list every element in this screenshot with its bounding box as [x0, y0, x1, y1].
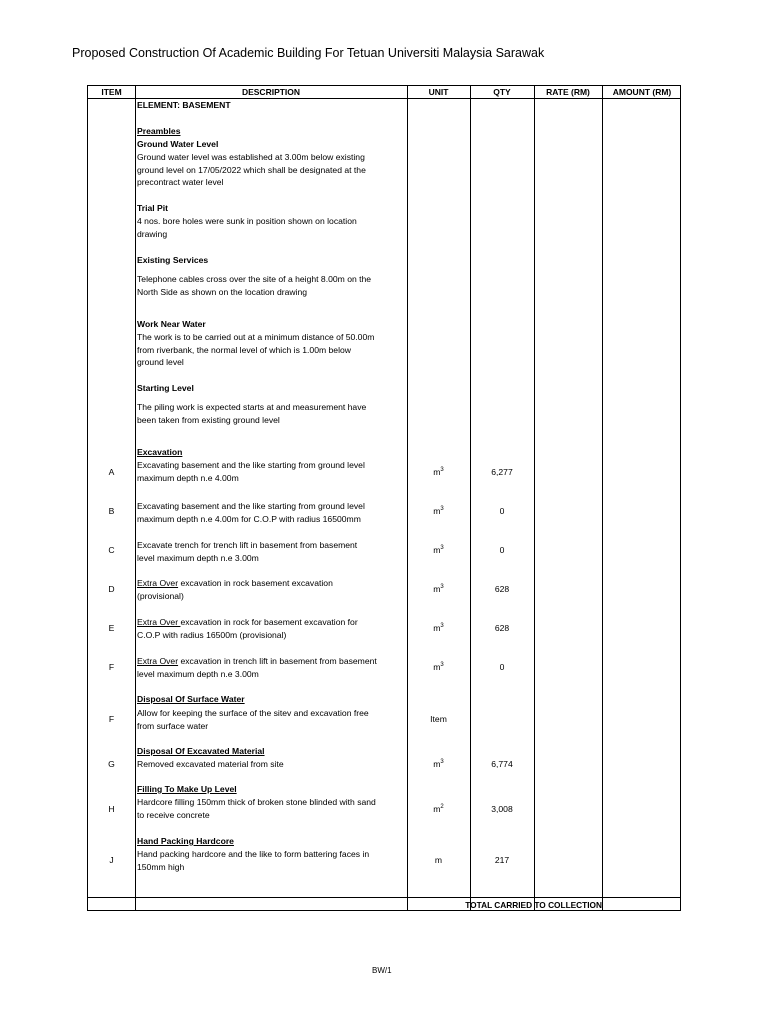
unit-text: m — [433, 623, 441, 633]
extra-over-label: Extra Over — [137, 617, 181, 627]
item-quantity: 628 — [494, 623, 510, 633]
bill-table — [87, 85, 681, 911]
header-qty: QTY — [493, 87, 511, 97]
page-title: Proposed Construction Of Academic Building For Tetuan Universiti Malaysia Sarawak — [72, 46, 545, 60]
item-unit — [407, 583, 470, 596]
item-description — [137, 848, 407, 874]
description-line: from surface water — [137, 720, 209, 731]
item-code: B — [108, 506, 115, 516]
preamble-line: 4 nos. bore holes were sunk in position shown on location — [137, 215, 357, 226]
item-quantity: 628 — [494, 584, 510, 594]
item-description — [137, 796, 407, 822]
description-line: Hand packing hardcore and the like to form battering faces in — [137, 849, 370, 859]
preamble-line: been taken from existing ground level — [137, 414, 280, 425]
unit-text: m — [433, 804, 441, 814]
description-text: excavation in rock basement excavation — [178, 578, 333, 588]
unit-text: m — [433, 584, 441, 594]
description-line — [137, 616, 407, 629]
item-description — [137, 539, 407, 565]
section-heading: Hand Packing Hardcore — [137, 836, 234, 846]
description-line: maximum depth n.e 4.00m — [137, 472, 239, 483]
item-code: F — [108, 714, 115, 724]
item-unit — [407, 661, 470, 674]
header-description: DESCRIPTION — [241, 87, 301, 97]
preamble-starting-level — [137, 401, 407, 427]
unit-text: m — [433, 506, 441, 516]
description-line: level maximum depth n.e 3.00m — [137, 668, 259, 679]
item-unit — [407, 544, 470, 557]
unit-superscript: 3 — [440, 759, 444, 765]
description-line: C.O.P with radius 16500m (provisional) — [137, 629, 287, 640]
element-heading: ELEMENT: BASEMENT — [137, 100, 231, 110]
item-code: J — [109, 855, 114, 865]
preamble-existing-services — [137, 273, 407, 299]
preamble-ground-water — [137, 138, 407, 189]
description-line: Excavate trench for trench lift in basement from basement — [137, 540, 358, 550]
item-code: D — [108, 584, 115, 594]
item-quantity: 217 — [494, 855, 510, 865]
body-bottom-divider — [88, 897, 680, 898]
item-unit — [407, 466, 470, 479]
extra-over-label: Extra Over — [137, 656, 179, 666]
section-heading: Disposal Of Surface Water — [137, 694, 245, 704]
item-quantity: 0 — [499, 662, 505, 672]
item-code: F — [108, 662, 115, 672]
item-code: G — [108, 759, 115, 769]
preamble-line: Ground water level was established at 3.00m below existing — [137, 151, 365, 162]
description-line: Excavating basement and the like starting from ground level — [137, 501, 365, 511]
item-description — [137, 616, 407, 642]
description-text: excavation in rock for basement excavation for — [180, 617, 358, 627]
item-quantity: 6,774 — [491, 759, 513, 769]
column-divider — [470, 86, 471, 910]
column-divider — [602, 897, 603, 910]
item-description — [137, 655, 407, 681]
description-line: to receive concrete — [137, 809, 210, 820]
column-divider — [407, 86, 408, 910]
item-code: A — [108, 467, 115, 477]
preamble-line: The piling work is expected starts at and measurement have — [137, 402, 367, 412]
preamble-line: North Side as shown on the location drawing — [137, 286, 308, 297]
unit-superscript: 3 — [440, 623, 444, 629]
preamble-work-near-water — [137, 318, 407, 369]
unit-text: m — [433, 662, 441, 672]
description-line: level maximum depth n.e 3.00m — [137, 552, 259, 563]
item-code: E — [108, 623, 115, 633]
header-amount: AMOUNT (RM) — [612, 87, 672, 97]
item-unit: Item — [430, 714, 447, 724]
item-quantity: 6,277 — [491, 467, 513, 477]
preamble-title: Trial Pit — [137, 203, 169, 213]
preamble-title: Work Near Water — [137, 319, 206, 329]
unit-superscript: 2 — [440, 804, 444, 810]
unit-superscript: 3 — [440, 662, 444, 668]
total-carried-label: TOTAL CARRIED TO COLLECTION — [465, 900, 602, 910]
item-unit — [407, 758, 470, 771]
unit-text: m — [433, 545, 441, 555]
preamble-trial-pit — [137, 202, 407, 240]
section-heading: Filling To Make Up Level — [137, 784, 237, 794]
preamble-line: ground level — [137, 357, 184, 368]
preambles-heading: Preambles — [137, 126, 181, 136]
extra-over-label: Extra Over — [137, 578, 179, 588]
item-quantity: 3,008 — [491, 804, 513, 814]
preamble-line: The work is to be carried out at a minimum distance of 50.00m — [137, 331, 375, 342]
header-unit: UNIT — [428, 87, 449, 97]
item-unit — [407, 505, 470, 518]
item-description — [137, 577, 407, 603]
column-divider — [602, 86, 603, 910]
unit-superscript: 3 — [440, 467, 444, 473]
preamble-line: precontract water level — [137, 177, 224, 188]
item-unit: m — [434, 855, 443, 865]
item-code: H — [108, 804, 115, 814]
item-description — [137, 459, 407, 485]
column-divider — [135, 86, 136, 910]
header-rate: RATE (RM) — [546, 87, 590, 97]
excavation-heading: Excavation — [137, 447, 183, 457]
section-heading: Disposal Of Excavated Material — [137, 746, 265, 756]
item-quantity: 0 — [499, 506, 505, 516]
preamble-title: Existing Services — [137, 255, 209, 265]
item-code: C — [108, 545, 115, 555]
unit-superscript: 3 — [440, 506, 444, 512]
preamble-title: Ground Water Level — [137, 139, 219, 149]
description-line: 150mm high — [137, 861, 185, 872]
item-description — [137, 758, 407, 771]
item-unit — [407, 803, 470, 816]
page-reference: BW/1 — [372, 966, 392, 975]
unit-superscript: 3 — [440, 545, 444, 551]
description-text: excavation in trench lift in basement from basement — [178, 656, 377, 666]
description-line — [137, 655, 407, 668]
item-description — [137, 707, 407, 733]
unit-text: m — [433, 759, 441, 769]
description-line — [137, 577, 407, 590]
preamble-line: drawing — [137, 228, 168, 239]
description-line: Removed excavated material from site — [137, 759, 284, 769]
description-line: maximum depth n.e 4.00m for C.O.P with radius 16500mm — [137, 513, 361, 524]
description-line: Excavating basement and the like starting from ground level — [137, 460, 365, 470]
preamble-line: ground level on 17/05/2022 which shall be designated at the — [137, 164, 366, 175]
item-quantity: 0 — [499, 545, 505, 555]
column-divider — [534, 86, 535, 910]
unit-superscript: 3 — [440, 584, 444, 590]
item-description — [137, 500, 407, 526]
description-line: Allow for keeping the surface of the sitev and excavation free — [137, 708, 369, 718]
preamble-line: from riverbank, the normal level of which is 1.00m below — [137, 344, 351, 355]
unit-text: m — [433, 467, 441, 477]
item-unit — [407, 622, 470, 635]
header-item: ITEM — [101, 87, 122, 97]
description-line: (provisional) — [137, 590, 184, 601]
preamble-title: Starting Level — [137, 383, 194, 393]
preamble-line: Telephone cables cross over the site of a height 8.00m on the — [137, 274, 372, 284]
description-line: Hardcore filling 150mm thick of broken stone blinded with sand — [137, 797, 376, 807]
